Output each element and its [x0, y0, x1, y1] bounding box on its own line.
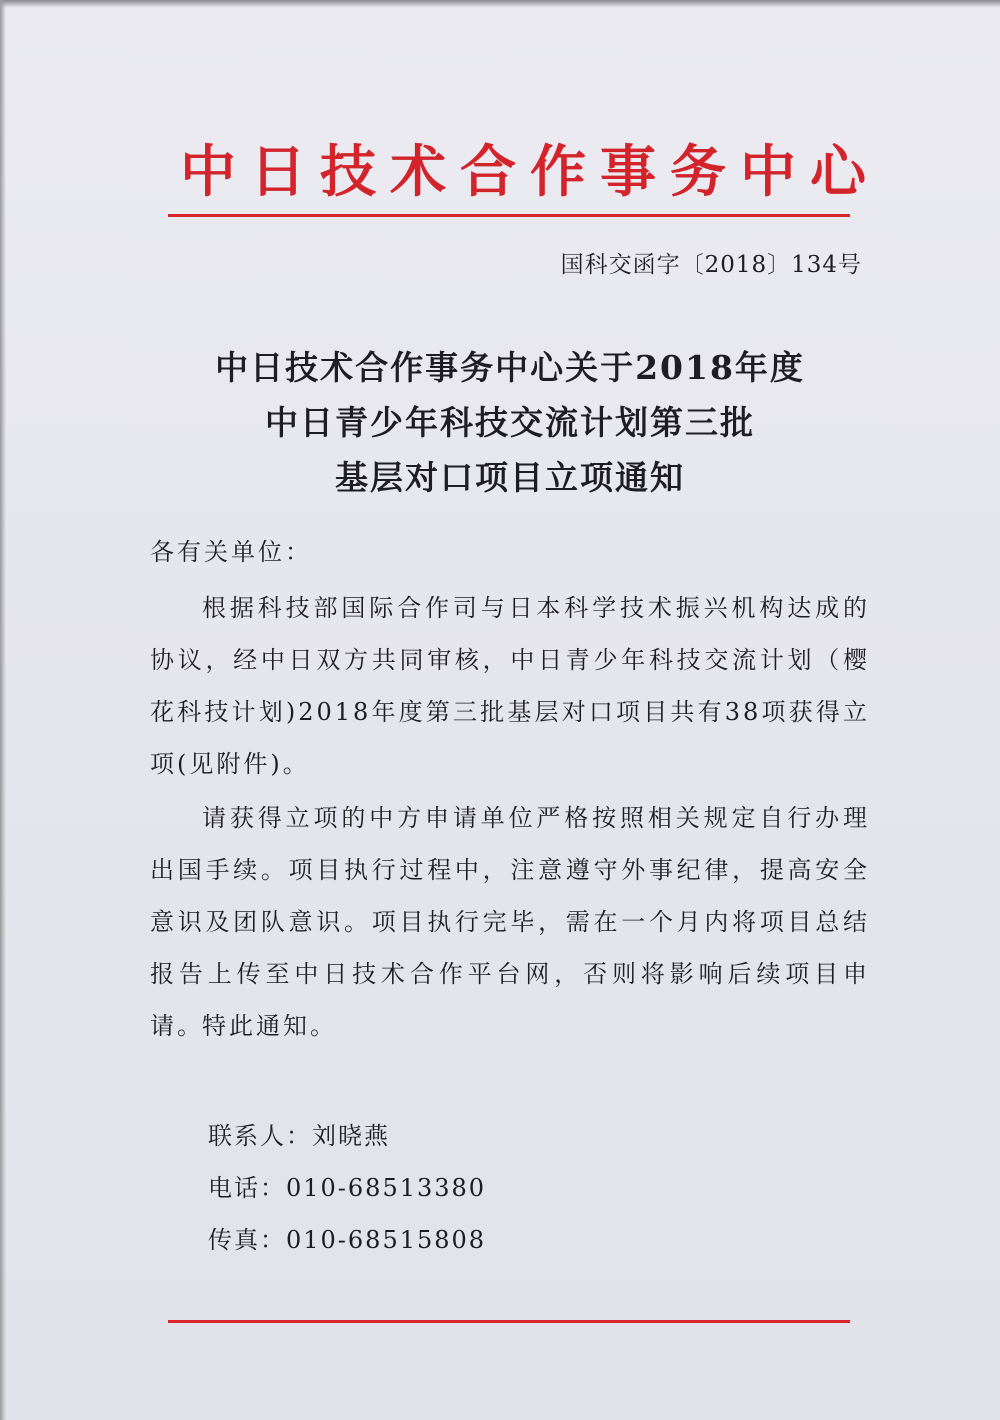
- contact-phone: 电话：010-68513380: [208, 1174, 487, 1202]
- contact-fax: 传真：010-68515808: [208, 1226, 487, 1254]
- scan-shadow-left: [0, 0, 6, 1420]
- body-paragraph-2: 请获得立项的中方申请单位严格按照相关规定自行办理出国手续。项目执行过程中，注意遵守外事纪律，提高安全意识及团队意识。项目执行完毕，需在一个月内将项目总结报告上传至中日技术合作平台网，否则将影响后续项目申请。: [150, 804, 870, 1040]
- organization-header: 中日技术合作事务中心: [180, 139, 880, 205]
- notice-title-line-2: 中日青少年科技交流计划第三批: [265, 403, 755, 442]
- scan-shadow-top: [0, 0, 1000, 8]
- body-paragraph-1: 根据科技部国际合作司与日本科学技术振兴机构达成的协议，经中日双方共同审核，中日青少年科技交流计划（樱花科技计划)2018年度第三批基层对口项目共有38项获得立项(见附件)。: [150, 594, 870, 778]
- closing-line: 特此通知。: [202, 1012, 337, 1040]
- footer-red-rule: [168, 1320, 850, 1323]
- salutation: 各有关单位：: [150, 538, 312, 566]
- contact-person: 联系人：刘晓燕: [208, 1122, 390, 1150]
- header-red-rule: [168, 214, 850, 217]
- notice-title-line-1: 中日技术合作事务中心关于2018年度: [215, 348, 805, 387]
- document-number: 国科交函字〔2018〕134号: [560, 252, 862, 278]
- notice-title-line-3: 基层对口项目立项通知: [335, 458, 685, 497]
